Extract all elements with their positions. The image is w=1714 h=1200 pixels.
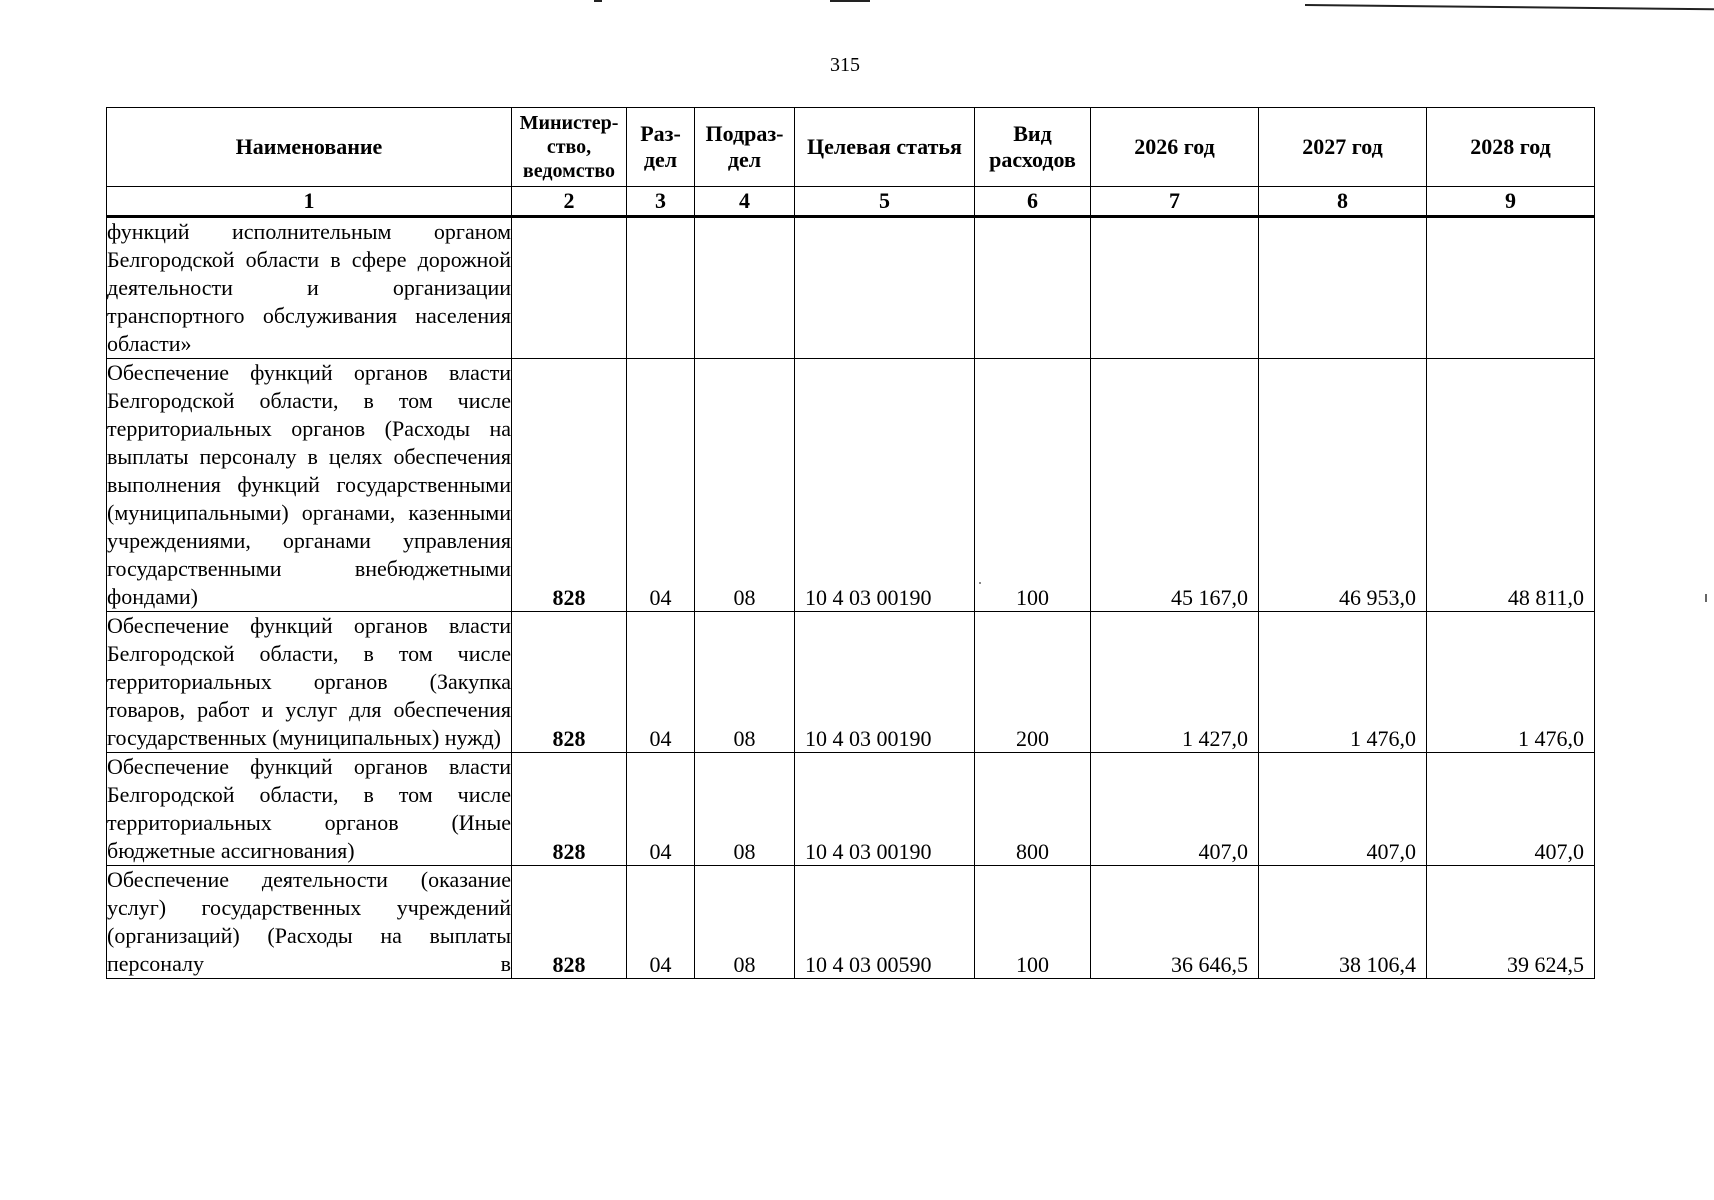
row-2028: 39 624,5 — [1427, 866, 1595, 979]
row-target: 10 4 03 00190 — [795, 612, 975, 753]
column-number: 9 — [1427, 187, 1595, 217]
row-ministry: 828 — [512, 359, 627, 612]
row-ministry: 828 — [512, 753, 627, 866]
column-number-row — [107, 187, 1595, 217]
scan-artifact — [1305, 4, 1714, 10]
row-2026: 407,0 — [1091, 753, 1259, 866]
page-number: 315 — [830, 54, 860, 76]
column-number: 3 — [627, 187, 695, 217]
row-ministry — [512, 217, 627, 359]
row-2026: 36 646,5 — [1091, 866, 1259, 979]
row-name: функций исполнительным органом Белгородской области в сфере дорожной деятельности и организации транспортного обслуживания населения области» — [107, 217, 512, 359]
row-target: 10 4 03 00190 — [795, 359, 975, 612]
row-expense-type: 200 — [975, 612, 1091, 753]
header-expense-type: Вид расходов — [975, 108, 1091, 187]
row-expense-type — [975, 217, 1091, 359]
header-subsection: Подраз-дел — [695, 108, 795, 187]
row-target — [795, 217, 975, 359]
row-section: 04 — [627, 866, 695, 979]
header-2028: 2028 год — [1427, 108, 1595, 187]
table-row — [107, 359, 1595, 612]
row-2026: 1 427,0 — [1091, 612, 1259, 753]
header-name: Наименование — [107, 108, 512, 187]
row-2027: 1 476,0 — [1259, 612, 1427, 753]
row-2027: 407,0 — [1259, 753, 1427, 866]
row-2028: 1 476,0 — [1427, 612, 1595, 753]
budget-table — [106, 107, 1595, 979]
column-number: 6 — [975, 187, 1091, 217]
row-subsection: 08 — [695, 612, 795, 753]
table-row — [107, 217, 1595, 359]
row-2026: 45 167,0 — [1091, 359, 1259, 612]
scan-artifact — [830, 0, 870, 2]
row-section: 04 — [627, 753, 695, 866]
header-row — [107, 108, 1595, 187]
row-expense-type: 800 — [975, 753, 1091, 866]
row-expense-type: 100 — [975, 866, 1091, 979]
row-2028: 48 811,0 — [1427, 359, 1595, 612]
table-row — [107, 612, 1595, 753]
row-2026 — [1091, 217, 1259, 359]
column-number: 5 — [795, 187, 975, 217]
column-number: 7 — [1091, 187, 1259, 217]
header-section: Раз-дел — [627, 108, 695, 187]
column-number: 8 — [1259, 187, 1427, 217]
column-number: 1 — [107, 187, 512, 217]
row-expense-type: 100 — [975, 359, 1091, 612]
table-row — [107, 753, 1595, 866]
column-number: 2 — [512, 187, 627, 217]
header-ministry: Министер-ство, ведомство — [512, 108, 627, 187]
row-section: 04 — [627, 359, 695, 612]
row-2028 — [1427, 217, 1595, 359]
row-subsection: 08 — [695, 866, 795, 979]
row-ministry: 828 — [512, 866, 627, 979]
row-name: Обеспечение функций органов власти Белгородской области, в том числе территориальных органов (Иные бюджетные ассигнования) — [107, 753, 512, 866]
table-row — [107, 866, 1595, 979]
row-section: 04 — [627, 612, 695, 753]
row-2027 — [1259, 217, 1427, 359]
scan-artifact — [1705, 594, 1707, 602]
row-ministry: 828 — [512, 612, 627, 753]
row-target: 10 4 03 00590 — [795, 866, 975, 979]
row-name: Обеспечение функций органов власти Белгородской области, в том числе территориальных органов (Расходы на выплаты персоналу в целях обеспечения выполнения функций государственными (муниципальными) органами, казенными учреждениями, органами управления государственными внебюджетными фондами) — [107, 359, 512, 612]
header-2027: 2027 год — [1259, 108, 1427, 187]
row-section — [627, 217, 695, 359]
row-subsection — [695, 217, 795, 359]
row-2028: 407,0 — [1427, 753, 1595, 866]
row-2027: 38 106,4 — [1259, 866, 1427, 979]
row-name: Обеспечение деятельности (оказание услуг) государственных учреждений (организаций) (Расходы на выплаты персоналу в — [107, 866, 512, 979]
header-target: Целевая статья — [795, 108, 975, 187]
header-2026: 2026 год — [1091, 108, 1259, 187]
column-number: 4 — [695, 187, 795, 217]
row-2027: 46 953,0 — [1259, 359, 1427, 612]
row-target: 10 4 03 00190 — [795, 753, 975, 866]
row-subsection: 08 — [695, 359, 795, 612]
row-name: Обеспечение функций органов власти Белгородской области, в том числе территориальных органов (Закупка товаров, работ и услуг для обеспечения государственных (муниципальных) нужд) — [107, 612, 512, 753]
scan-artifact — [594, 0, 602, 2]
row-subsection: 08 — [695, 753, 795, 866]
